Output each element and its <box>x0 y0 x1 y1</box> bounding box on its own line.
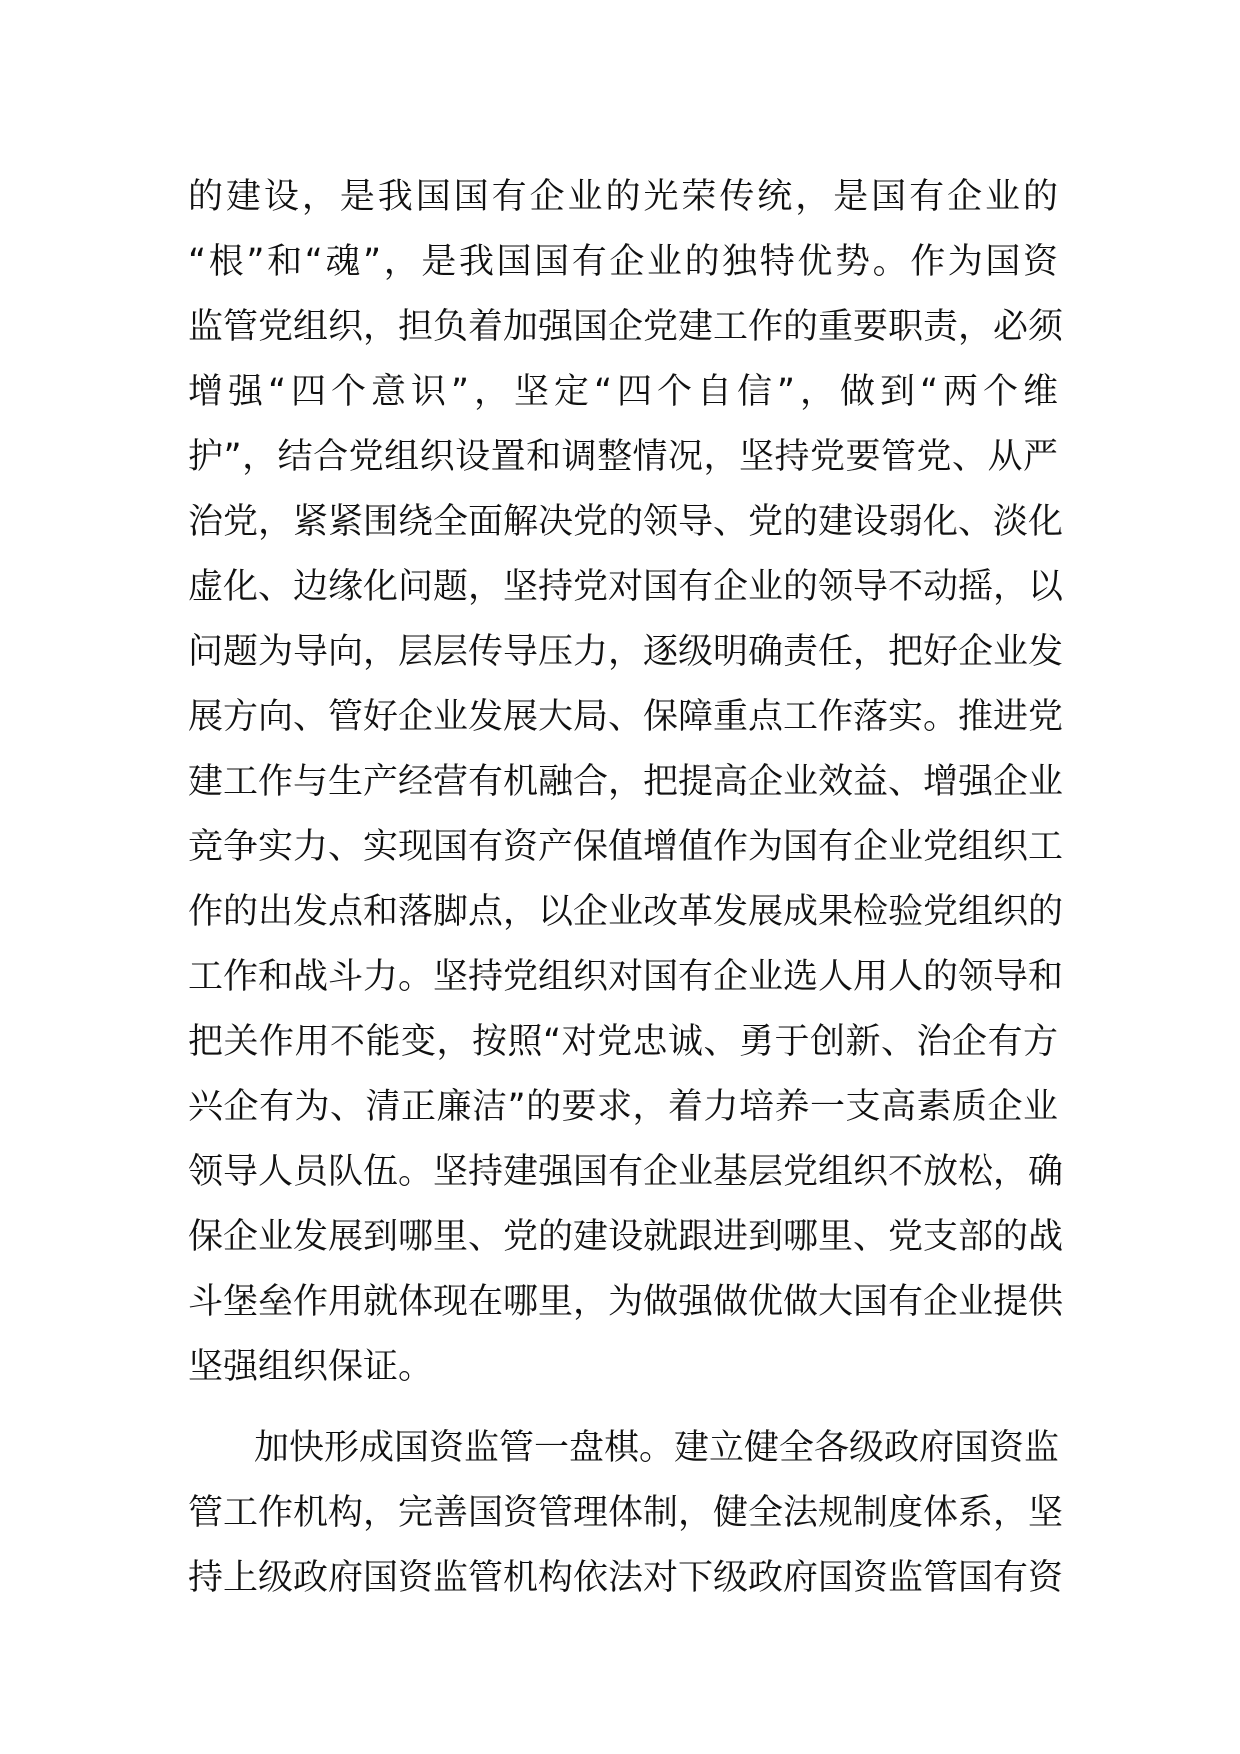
text-line: 作的出发点和落脚点，以企业改革发展成果检验党组织的 <box>188 892 1064 932</box>
text-line: 工作和战斗力。坚持党组织对国有企业选人用人的领导和 <box>188 957 1064 997</box>
text-line: 斗堡垒作用就体现在哪里，为做强做优做大国有企业提供 <box>188 1282 1064 1322</box>
text-line: “根”和“魂”，是我国国有企业的独特优势。作为国资 <box>188 242 1058 282</box>
text-line: 把关作用不能变，按照“对党忠诚、勇于创新、治企有方 <box>188 1022 1058 1062</box>
text-line: 建工作与生产经营有机融合，把提高企业效益、增强企业 <box>188 762 1064 802</box>
text-line: 虚化、边缘化问题，坚持党对国有企业的领导不动摇，以 <box>188 567 1064 607</box>
text-line: 问题为导向，层层传导压力，逐级明确责任，把好企业发 <box>188 632 1064 672</box>
paragraph-1 <box>188 165 1064 1400</box>
text-line: 监管党组织，担负着加强国企党建工作的重要职责，必须 <box>188 307 1064 347</box>
text-line: 展方向、管好企业发展大局、保障重点工作落实。推进党 <box>188 697 1064 737</box>
text-line: 持上级政府国资监管机构依法对下级政府国资监管国有资 <box>188 1558 1064 1598</box>
text-line: 治党，紧紧围绕全面解决党的领导、党的建设弱化、淡化 <box>188 502 1064 542</box>
text-line: 管工作机构，完善国资管理体制，健全法规制度体系，坚 <box>188 1493 1064 1533</box>
text-line: 保企业发展到哪里、党的建设就跟进到哪里、党支部的战 <box>188 1217 1064 1257</box>
text-line: 的建设，是我国国有企业的光荣传统，是国有企业的 <box>188 177 1058 217</box>
text-line: 加快形成国资监管一盘棋。建立健全各级政府国资监 <box>254 1428 1060 1468</box>
paragraph-2 <box>188 1416 1064 1611</box>
text-line: 增强“四个意识”，坚定“四个自信”，做到“两个维 <box>188 372 1058 412</box>
text-line: 坚强组织保证。 <box>188 1347 434 1387</box>
body-text <box>188 165 1064 1611</box>
text-line: 护”，结合党组织设置和调整情况，坚持党要管党、从严 <box>188 437 1058 477</box>
text-line: 兴企有为、清正廉洁”的要求，着力培养一支高素质企业 <box>188 1087 1058 1127</box>
text-line: 竞争实力、实现国有资产保值增值作为国有企业党组织工 <box>188 827 1064 867</box>
paragraph-spacer <box>188 1400 1058 1416</box>
text-line: 领导人员队伍。坚持建强国有企业基层党组织不放松，确 <box>188 1152 1064 1192</box>
